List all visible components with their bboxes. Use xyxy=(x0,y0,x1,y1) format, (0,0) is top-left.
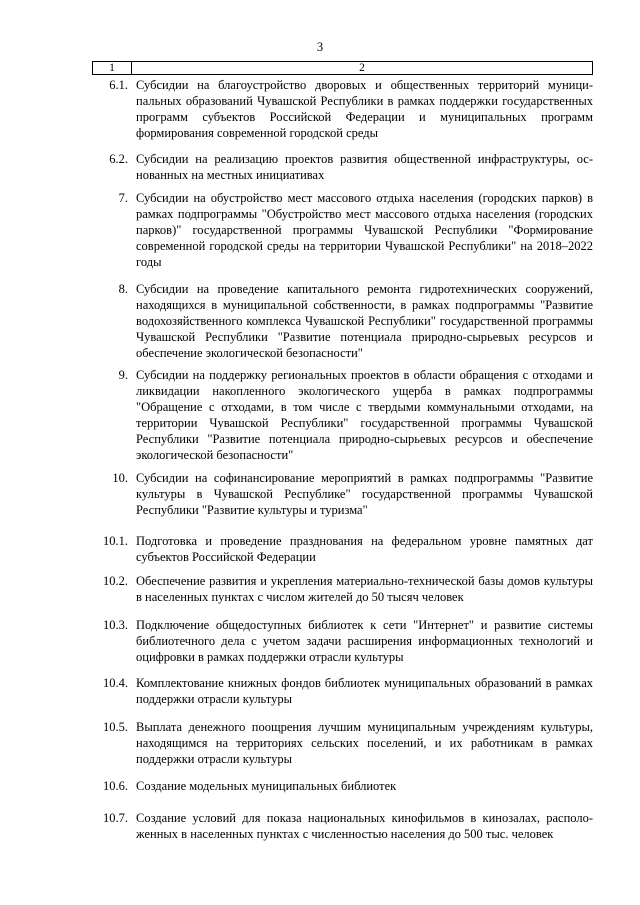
item-text: Подготовка и проведение празднования на федеральном уровне памятных дат субъектов Российской Федерации xyxy=(136,534,593,564)
item-number: 10.4. xyxy=(103,676,128,690)
item-text: Выплата денежного поощрения лучшим муниципальным учреждениям культуры, находящимся на территориях сельских поселений, и их работникам в рамках поддержки отрасли культуры xyxy=(136,720,593,766)
list-item xyxy=(92,573,593,604)
item-text: Создание условий для показа национальных кинофильмов в кинозалах, расположенных в населенных пунктах с численностью населения до 500 тыс. человек xyxy=(136,811,593,841)
item-number: 10.3. xyxy=(103,618,128,632)
list-item xyxy=(92,617,593,664)
table-header-col2: 2 xyxy=(359,62,365,74)
list-item xyxy=(92,533,593,564)
item-number: 8. xyxy=(118,282,128,296)
item-text: Субсидии на поддержку региональных проектов в области обращения с отходами и ликвидации накопленного экологического ущерба в рамках подпрограммы "Обращение с отходами, в том числе с твердыми коммунальными отходами, на территории Чувашской Республики" государственной программы Чувашской Республики "Развитие потенциала природно-сырьевых ресурсов и обеспечение экологической безопасности" xyxy=(136,368,593,462)
list-item xyxy=(92,367,593,462)
item-number: 10. xyxy=(112,471,128,485)
item-text: Обеспечение развития и укрепления материально-технической базы домов культуры в населенных пунктах с числом жителей до 50 тысяч человек xyxy=(136,574,593,604)
item-number: 10.7. xyxy=(103,811,128,825)
table-header-col1: 1 xyxy=(93,62,132,74)
item-text: Субсидии на реализацию проектов развития общественной инфраструктуры, основанных на местных инициативах xyxy=(136,152,593,182)
table-header xyxy=(92,61,593,75)
item-text: Субсидии на софинансирование мероприятий в рамках подпрограммы "Развитие культуры в Чувашской Республике" государственной программы Чувашской Республики "Развитие культуры и туризма" xyxy=(136,471,593,517)
list-item xyxy=(92,151,593,182)
item-number: 9. xyxy=(118,368,128,382)
list-item xyxy=(92,719,593,766)
list-item xyxy=(92,810,593,841)
item-text: Комплектование книжных фондов библиотек муниципальных образований в рамках поддержки отрасли культуры xyxy=(136,676,593,706)
item-number: 10.5. xyxy=(103,720,128,734)
item-text: Подключение общедоступных библиотек к сети "Интернет" и развитие системы библиотечного дела с учетом задачи расширения информационных технологий и оцифровки в рамках поддержки отрасли культуры xyxy=(136,618,593,664)
list-item xyxy=(92,675,593,706)
item-text: Субсидии на благоустройство дворовых и общественных территорий муниципальных образований Чувашской Республики в рамках поддержки государственных программ субъектов Российской Федерации и муниципальных программ формирования современной городской среды xyxy=(136,78,593,140)
item-number: 10.6. xyxy=(103,779,128,793)
item-number: 6.2. xyxy=(109,152,128,166)
page-number: 3 xyxy=(316,40,324,54)
item-number: 7. xyxy=(118,191,128,205)
list-item xyxy=(92,77,593,140)
list-item xyxy=(92,778,397,794)
item-number: 10.1. xyxy=(103,534,128,548)
item-text: Создание модельных муниципальных библиотек xyxy=(136,779,397,793)
list-item xyxy=(92,470,593,517)
list-item xyxy=(92,190,593,269)
list-item xyxy=(92,281,593,360)
item-text: Субсидии на обустройство мест массового отдыха населения (городских парков) в рамках подпрограммы "Обустройство мест массового отдыха населения (городских парков)" государственной программы Чувашской Республики "Формирование современной городской среды на территории Чувашской Республики" на 2018–2022 годы xyxy=(136,191,593,269)
item-number: 6.1. xyxy=(109,78,128,92)
item-text: Субсидии на проведение капитального ремонта гидротехнических сооружений, находящихся в муниципальной собственности, в рамках подпрограммы "Развитие водохозяйственного комплекса Чувашской Республики" государственной программы Чувашской Республики "Развитие потенциала природно-сырьевых ресурсов и обеспечение экологической безопасности" xyxy=(136,282,593,360)
item-number: 10.2. xyxy=(103,574,128,588)
